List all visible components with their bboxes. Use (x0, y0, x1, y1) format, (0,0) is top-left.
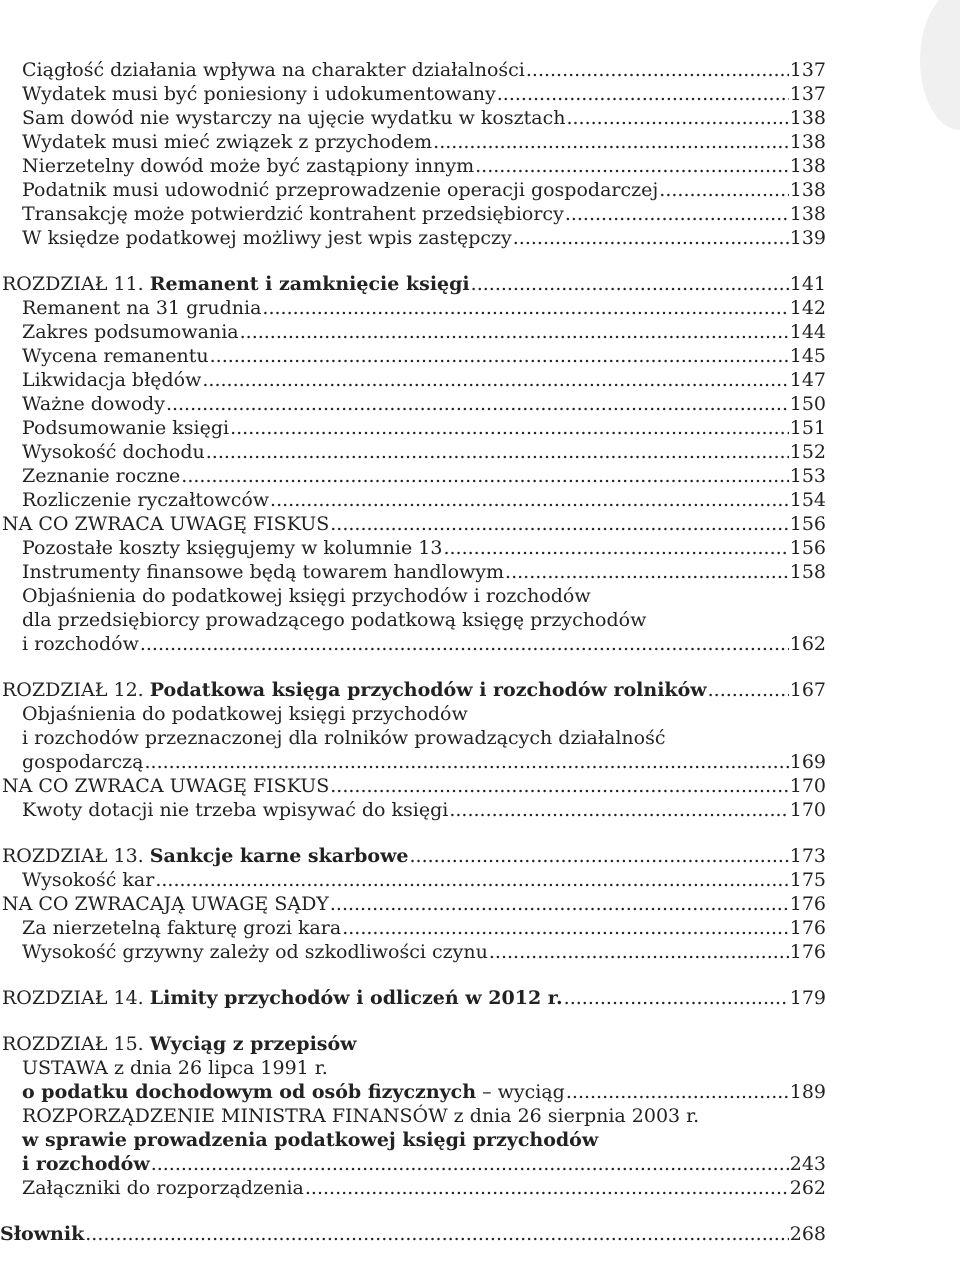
toc-entry[interactable] (0, 130, 826, 154)
toc-leader (497, 82, 789, 106)
toc-page-number: 156 (789, 513, 826, 535)
toc-entry-title: Ciągłość działania wpływa na charakter działalności (22, 59, 525, 81)
toc-entry-title: Pozostałe koszty księgujemy w kolumnie 13 (22, 537, 443, 559)
toc-page-number: 154 (789, 489, 826, 511)
toc-leader (202, 368, 788, 392)
toc-leader (659, 178, 788, 202)
toc-page-number: 153 (789, 465, 826, 487)
toc-entry-title-bold: o podatku dochodowym od osób fizycznych (22, 1081, 477, 1103)
toc-leader (330, 774, 788, 798)
chapter-title: Remanent i zamknięcie księgi (149, 273, 470, 295)
toc-entry[interactable] (0, 202, 826, 226)
toc-leader (230, 416, 789, 440)
toc-entry-regulation-1[interactable] (0, 1104, 826, 1128)
toc-entry-title: Zakres podsumowania (22, 321, 239, 343)
toc-page-number: 147 (789, 369, 826, 391)
spacer (0, 1010, 826, 1032)
toc-leader (210, 344, 789, 368)
toc-leader (471, 272, 789, 296)
toc-entry-multiline-2[interactable] (0, 608, 826, 632)
toc-page-number: 167 (789, 679, 826, 701)
toc-entry-title: Transakcję może potwierdzić kontrahent przedsiębiorcy (22, 203, 564, 225)
toc-page-number: 243 (789, 1153, 826, 1175)
toc-entry-title: Likwidacja błędów (22, 369, 202, 391)
toc-entry[interactable] (0, 320, 826, 344)
toc-leader (342, 916, 789, 940)
toc-page-number: 138 (789, 203, 826, 225)
chapter-heading-14[interactable] (0, 986, 826, 1010)
chapter-label: ROZDZIAŁ 12. (2, 679, 144, 701)
toc-page-number: 138 (789, 131, 826, 153)
toc-entry-title: Objaśnienia do podatkowej księgi przychodów i rozchodów (22, 585, 591, 607)
toc-entry-act-2[interactable] (0, 1080, 826, 1104)
toc-leader (564, 986, 789, 1010)
chapter-label: ROZDZIAŁ 14. (2, 987, 144, 1009)
toc-entry-title: gospodarczą (22, 751, 144, 773)
toc-leader (505, 560, 789, 584)
toc-page-number: 176 (789, 917, 826, 939)
toc-entry-title: Instrumenty finansowe będą towarem handlowym (22, 561, 505, 583)
toc-entry-multiline-1[interactable] (0, 584, 826, 608)
toc-entry-title: dla przedsiębiorcy prowadzącego podatkową księgę przychodów (22, 609, 647, 631)
toc-entry[interactable] (0, 368, 826, 392)
toc-entry-multiline-3[interactable] (0, 632, 826, 656)
toc-page-number: 173 (789, 845, 826, 867)
toc-entry[interactable] (0, 416, 826, 440)
toc-leader (305, 1176, 789, 1200)
toc-entry[interactable] (0, 154, 826, 178)
spacer (0, 656, 826, 678)
toc-page-number: 176 (789, 941, 826, 963)
toc-leader (166, 392, 789, 416)
toc-entry-glossary[interactable] (0, 1222, 826, 1246)
toc-leader (151, 1152, 789, 1176)
toc-entry[interactable] (0, 1176, 826, 1200)
toc-page-number: 170 (789, 799, 826, 821)
toc-entry[interactable] (0, 440, 826, 464)
toc-page-number: 162 (789, 633, 826, 655)
toc-page-number: 156 (789, 537, 826, 559)
toc-entry-title: Nierzetelny dowód może być zastąpiony innym (22, 155, 475, 177)
toc-entry[interactable] (0, 464, 826, 488)
toc-page-number: 268 (789, 1223, 826, 1245)
toc-entry-regulation-3[interactable] (0, 1152, 826, 1176)
toc-leader (566, 1080, 789, 1104)
toc-page-number: 151 (789, 417, 826, 439)
toc-entry-title: i rozchodów (22, 633, 139, 655)
chapter-heading-11[interactable] (0, 272, 826, 296)
toc-entry[interactable] (0, 58, 826, 82)
toc-entry-fiskus[interactable] (0, 512, 826, 536)
toc-entry[interactable] (0, 82, 826, 106)
toc-leader (526, 58, 789, 82)
toc-entry-multiline-3[interactable] (0, 750, 826, 774)
toc-entry[interactable] (0, 536, 826, 560)
chapter-label: ROZDZIAŁ 11. (2, 273, 144, 295)
toc-entry-title: Wydatek musi mieć związek z przychodem (22, 131, 433, 153)
toc-page-number: 152 (789, 441, 826, 463)
toc-page-number: 176 (789, 893, 826, 915)
toc-entry-fiskus[interactable] (0, 774, 826, 798)
toc-leader (85, 1222, 788, 1246)
chapter-heading-12[interactable] (0, 678, 826, 702)
toc-entry-title: Podsumowanie księgi (22, 417, 230, 439)
toc-entry-title: Wydatek musi być poniesiony i udokumentowany (22, 83, 496, 105)
chapter-title: Podatkowa księga przychodów i rozchodów rolników (149, 679, 707, 701)
toc-entry-title: NA CO ZWRACA UWAGĘ FISKUS (2, 513, 330, 535)
toc-entry-title: Remanent na 31 grudnia (22, 297, 262, 319)
toc-page-number: 169 (789, 751, 826, 773)
toc-entry-title: NA CO ZWRACA UWAGĘ FISKUS (2, 775, 330, 797)
spacer (0, 822, 826, 844)
toc-entry-multiline-2[interactable] (0, 726, 826, 750)
toc-leader (270, 488, 789, 512)
toc-page-number: 137 (789, 59, 826, 81)
chapter-title: Wyciąg z przepisów (149, 1033, 357, 1055)
toc-entry-title: Kwoty dotacji nie trzeba wpisywać do księgi (22, 799, 449, 821)
toc-page-number: 144 (789, 321, 826, 343)
toc-leader (155, 868, 788, 892)
toc-entry[interactable] (0, 868, 826, 892)
toc-leader (262, 296, 788, 320)
toc-leader (240, 320, 789, 344)
chapter-heading-13[interactable] (0, 844, 826, 868)
toc-page-number: 179 (789, 987, 826, 1009)
toc-page-number: 137 (789, 83, 826, 105)
toc-entry[interactable] (0, 296, 826, 320)
toc-page-number: 170 (789, 775, 826, 797)
toc-entry-title: ROZPORZĄDZENIE MINISTRA FINANSÓW z dnia 26 sierpnia 2003 r. (22, 1105, 700, 1127)
chapter-title: Sankcje karne skarbowe (149, 845, 409, 867)
toc-leader (566, 106, 788, 130)
spacer (0, 250, 826, 272)
chapter-label: ROZDZIAŁ 15. (2, 1033, 144, 1055)
toc-leader (330, 512, 788, 536)
toc-page-number: 138 (789, 155, 826, 177)
toc-leader (410, 844, 789, 868)
toc-page-number: 141 (789, 273, 826, 295)
toc-page-number: 142 (789, 297, 826, 319)
toc-page-number: 189 (789, 1081, 826, 1103)
toc-leader (708, 678, 789, 702)
toc-entry[interactable] (0, 798, 826, 822)
chapter-heading-15[interactable] (0, 1032, 826, 1056)
spacer (0, 1200, 826, 1222)
toc-entry-title: Ważne dowody (22, 393, 165, 415)
toc-leader (145, 750, 789, 774)
toc-entry-title: Wysokość kar (22, 869, 155, 891)
toc-page-number: 139 (789, 227, 826, 249)
toc-page-number: 150 (789, 393, 826, 415)
toc-entry-title: Załączniki do rozporządzenia (22, 1177, 304, 1199)
toc-entry-title: Zeznanie roczne (22, 465, 181, 487)
toc-entry-courts[interactable] (0, 892, 826, 916)
chapter-label: ROZDZIAŁ 13. (2, 845, 144, 867)
toc-entry-title: USTAWA z dnia 26 lipca 1991 r. (22, 1057, 328, 1079)
toc-entry-title: Wycena remanentu (22, 345, 209, 367)
toc-entry-regulation-2[interactable] (0, 1128, 826, 1152)
toc-entry-title: Rozliczenie ryczałtowców (22, 489, 270, 511)
chapter-title: Limity przychodów i odliczeń w 2012 r. (149, 987, 563, 1009)
toc-entry[interactable] (0, 392, 826, 416)
toc-entry-title: Objaśnienia do podatkowej księgi przychodów (22, 703, 468, 725)
toc-entry[interactable] (0, 178, 826, 202)
toc-entry-title-bold: w sprawie prowadzenia podatkowej księgi przychodów (22, 1129, 599, 1151)
table-of-contents (0, 58, 826, 1246)
toc-entry-title: Podatnik musi udowodnić przeprowadzenie operacji gospodarczej (22, 179, 659, 201)
toc-page-number: 158 (789, 561, 826, 583)
toc-entry[interactable] (0, 488, 826, 512)
toc-leader (330, 892, 789, 916)
toc-page-number: 145 (789, 345, 826, 367)
toc-leader (513, 226, 789, 250)
toc-entry[interactable] (0, 106, 826, 130)
toc-leader (565, 202, 789, 226)
toc-entry[interactable] (0, 916, 826, 940)
toc-page-number: 138 (789, 107, 826, 129)
toc-entry[interactable] (0, 560, 826, 584)
toc-leader (206, 440, 789, 464)
toc-leader (140, 632, 789, 656)
toc-entry[interactable] (0, 226, 826, 250)
toc-entry-title: Słownik (0, 1223, 85, 1245)
toc-leader (433, 130, 789, 154)
toc-entry-title: Za nierzetelną fakturę grozi kara (22, 917, 342, 939)
toc-leader (449, 798, 788, 822)
toc-entry-title-bold: i rozchodów (22, 1153, 150, 1175)
toc-leader (475, 154, 789, 178)
toc-entry-title: W księdze podatkowej możliwy jest wpis zastępczy (22, 227, 512, 249)
toc-entry-title-rest: – wyciąg (476, 1081, 565, 1103)
toc-entry-multiline-1[interactable] (0, 702, 826, 726)
toc-entry-title: Wysokość dochodu (22, 441, 205, 463)
toc-entry[interactable] (0, 940, 826, 964)
toc-entry-title: i rozchodów przeznaczonej dla rolników prowadzących działalność (22, 727, 666, 749)
toc-entry[interactable] (0, 344, 826, 368)
toc-leader (489, 940, 789, 964)
toc-page-number: 175 (789, 869, 826, 891)
spacer (0, 964, 826, 986)
toc-entry-title: Wysokość grzywny zależy od szkodliwości czynu (22, 941, 488, 963)
toc-leader (181, 464, 788, 488)
toc-entry-act-1[interactable] (0, 1056, 826, 1080)
toc-entry-title: Sam dowód nie wystarczy na ujęcie wydatku w kosztach (22, 107, 566, 129)
toc-page-number: 138 (789, 179, 826, 201)
toc-page-number: 262 (789, 1177, 826, 1199)
toc-entry-title: NA CO ZWRACAJĄ UWAGĘ SĄDY (2, 893, 329, 915)
toc-leader (443, 536, 788, 560)
page-corner-decoration (920, 0, 960, 130)
